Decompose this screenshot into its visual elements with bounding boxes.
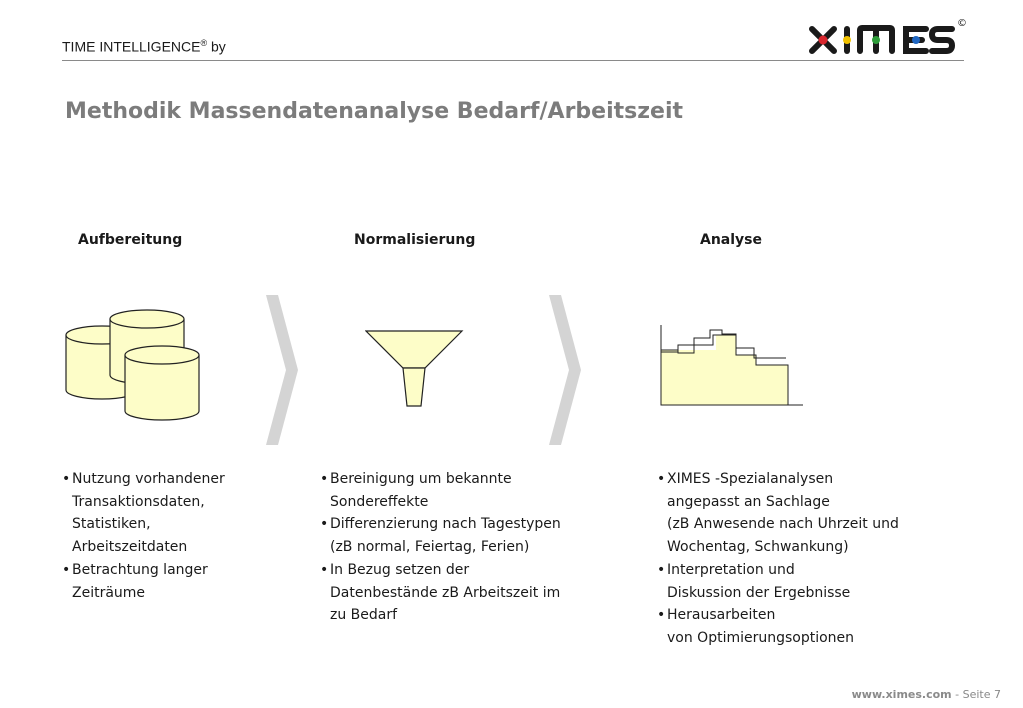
- header-divider: [62, 60, 964, 61]
- ximes-logo: [804, 18, 967, 60]
- heading-normalisierung: Normalisierung: [354, 232, 476, 248]
- list-analyse: [657, 468, 899, 650]
- process-arrow-1: [266, 295, 300, 445]
- copyright-mark: ©: [957, 18, 967, 29]
- list-item: • Herausarbeiten von Optimierungsoptionen: [657, 607, 855, 646]
- list-item: • XIMES -Spezialanalysen angepasst an Sachlage (zB Anwesende nach Uhrzeit und Wochentag, Schwankung): [657, 471, 899, 556]
- list-aufbereitung: [62, 468, 225, 604]
- page-number: Seite 7: [962, 688, 1001, 701]
- brand-line: TIME INTELLIGENCE: [62, 38, 201, 55]
- ximes-logo-graphic: [804, 20, 964, 60]
- database-icon: [60, 305, 210, 425]
- list-item: • Betrachtung langer Zeiträume: [62, 561, 208, 601]
- list-item: • In Bezug setzen der Datenbestände zB Arbeitszeit im zu Bedarf: [320, 561, 561, 624]
- brand-by: by: [211, 38, 226, 55]
- footer-separator: -: [951, 688, 963, 701]
- list-item: • Nutzung vorhandener Transaktionsdaten, Statistiken, Arbeitszeitdaten: [62, 471, 225, 556]
- heading-analyse: Analyse: [700, 232, 763, 248]
- registered-mark: ®: [200, 38, 208, 48]
- step-chart-icon: [658, 320, 806, 410]
- footer: [852, 688, 1001, 701]
- heading-aufbereitung: Aufbereitung: [78, 232, 183, 248]
- process-arrow-2: [549, 295, 583, 445]
- list-item: • Bereinigung um bekannte Sondereffekte: [320, 471, 512, 510]
- footer-url[interactable]: www.ximes.com: [851, 688, 952, 701]
- list-normalisierung: [320, 468, 561, 627]
- header-brand: [62, 38, 226, 55]
- list-item: • Interpretation und Diskussion der Ergebnisse: [657, 561, 851, 601]
- slide-title: Methodik Massendatenanalyse Bedarf/Arbeitszeit: [65, 99, 684, 124]
- funnel-icon: [365, 330, 465, 410]
- list-item: • Differenzierung nach Tagestypen (zB normal, Feiertag, Ferien): [320, 516, 561, 556]
